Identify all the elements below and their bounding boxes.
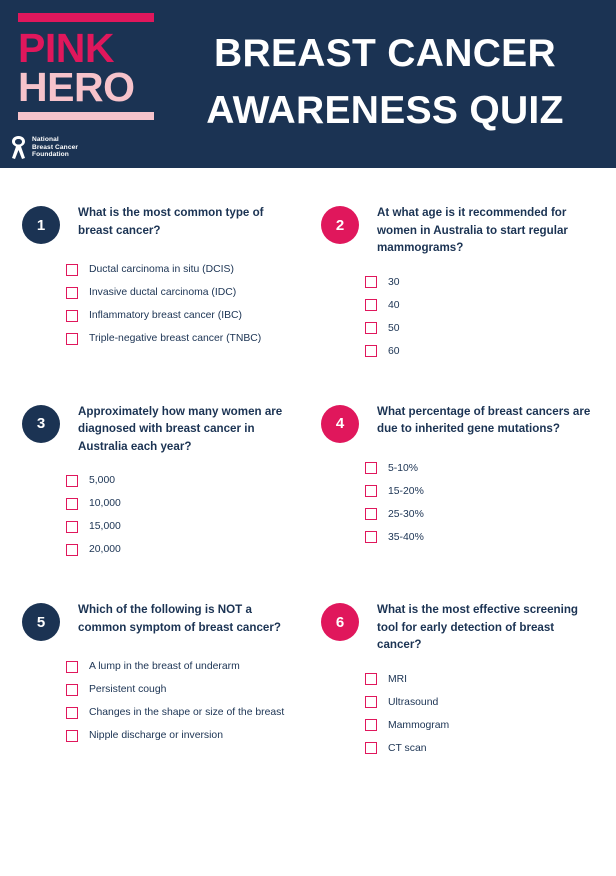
checkbox-icon[interactable] — [365, 696, 377, 708]
option-label: MRI — [388, 673, 408, 685]
checkbox-icon[interactable] — [66, 707, 78, 719]
option-row[interactable] — [66, 281, 308, 304]
checkbox-icon[interactable] — [365, 299, 377, 311]
question-row — [0, 204, 616, 363]
checkbox-icon[interactable] — [66, 544, 78, 556]
question-row — [0, 403, 616, 562]
option-row[interactable] — [365, 271, 616, 294]
option-label: Triple-negative breast cancer (TNBC) — [89, 333, 262, 344]
option-row[interactable] — [365, 503, 616, 526]
option-row[interactable] — [66, 258, 308, 281]
page-title-line-1: BREAST CANCER — [214, 32, 556, 75]
question-number-badge: 4 — [321, 405, 359, 443]
question-3 — [0, 403, 308, 562]
options-list — [22, 258, 308, 350]
option-row[interactable] — [66, 492, 308, 515]
option-label: 30 — [388, 276, 400, 288]
question-block — [321, 204, 616, 363]
option-row[interactable] — [66, 515, 308, 538]
checkbox-icon[interactable] — [66, 333, 78, 345]
question-block — [321, 403, 616, 549]
question-block — [22, 204, 308, 350]
option-label: 50 — [388, 322, 400, 334]
option-label: 15,000 — [89, 521, 121, 532]
option-label: Persistent cough — [89, 684, 167, 695]
question-text: What is the most effective screening tool for early detection of breast cancer? — [377, 603, 579, 651]
checkbox-icon[interactable] — [66, 684, 78, 696]
question-number-badge: 2 — [321, 206, 359, 244]
question-text: What percentage of breast cancers are due to inherited gene mutations? — [377, 404, 591, 435]
option-row[interactable] — [365, 668, 616, 691]
option-row[interactable] — [365, 480, 616, 503]
question-4 — [308, 403, 616, 562]
question-block — [22, 403, 308, 562]
option-label: 40 — [388, 299, 400, 311]
question-number-badge: 6 — [321, 603, 359, 641]
pink-hero-logo — [18, 13, 154, 120]
option-label: 5,000 — [89, 475, 116, 486]
question-number-badge: 3 — [22, 405, 60, 443]
option-row[interactable] — [66, 724, 308, 747]
pink-ribbon-icon — [10, 135, 27, 160]
page-title-line-2: AWARENESS QUIZ — [206, 89, 564, 132]
nbcf-wordmark — [32, 136, 78, 159]
options-list — [22, 469, 308, 561]
checkbox-icon[interactable] — [66, 498, 78, 510]
question-row — [0, 601, 616, 760]
question-header — [22, 601, 308, 641]
logo-word-hero: HERO — [18, 64, 135, 110]
question-1 — [0, 204, 308, 363]
option-row[interactable] — [66, 469, 308, 492]
option-row[interactable] — [365, 317, 616, 340]
question-text: Approximately how many women are diagnosed with breast cancer in Australia each year? — [78, 404, 283, 453]
nbcf-line-1: National — [32, 136, 59, 144]
checkbox-icon[interactable] — [365, 531, 377, 543]
logo-bottom-rule — [18, 112, 154, 120]
option-label: A lump in the breast of underarm — [89, 661, 240, 672]
option-label: Ultrasound — [388, 696, 439, 708]
option-row[interactable] — [66, 655, 308, 678]
page-header — [0, 0, 616, 168]
page-title — [170, 25, 600, 139]
option-label: 10,000 — [89, 498, 121, 509]
checkbox-icon[interactable] — [66, 287, 78, 299]
option-label: Invasive ductal carcinoma (IDC) — [89, 287, 237, 298]
checkbox-icon[interactable] — [365, 742, 377, 754]
question-6 — [308, 601, 616, 760]
option-label: 20,000 — [89, 544, 121, 555]
checkbox-icon[interactable] — [365, 508, 377, 520]
option-row[interactable] — [365, 714, 616, 737]
checkbox-icon[interactable] — [365, 276, 377, 288]
option-row[interactable] — [66, 678, 308, 701]
option-row[interactable] — [365, 737, 616, 760]
option-row[interactable] — [365, 526, 616, 549]
option-row[interactable] — [66, 538, 308, 561]
checkbox-icon[interactable] — [365, 485, 377, 497]
option-row[interactable] — [66, 701, 308, 724]
option-row[interactable] — [365, 294, 616, 317]
nbcf-logo — [10, 135, 78, 160]
nbcf-line-3: Foundation — [32, 151, 69, 159]
question-number-badge: 5 — [22, 603, 60, 641]
options-list — [321, 668, 616, 760]
checkbox-icon[interactable] — [66, 661, 78, 673]
option-label: 25-30% — [388, 508, 424, 520]
checkbox-icon[interactable] — [66, 521, 78, 533]
question-block — [22, 601, 308, 747]
option-label: CT scan — [388, 742, 427, 754]
question-block — [321, 601, 616, 760]
option-label: 35-40% — [388, 531, 424, 543]
question-header — [321, 403, 616, 443]
checkbox-icon[interactable] — [365, 322, 377, 334]
logo-word-pink: PINK — [18, 25, 114, 71]
checkbox-icon[interactable] — [365, 462, 377, 474]
option-row[interactable] — [365, 691, 616, 714]
option-row[interactable] — [66, 327, 308, 350]
options-list — [321, 457, 616, 549]
option-label: 60 — [388, 345, 400, 357]
option-label: 15-20% — [388, 485, 424, 497]
option-label: Mammogram — [388, 719, 450, 731]
nbcf-line-2: Breast Cancer — [32, 143, 79, 151]
checkbox-icon[interactable] — [365, 345, 377, 357]
question-header — [321, 601, 616, 654]
question-number-badge: 1 — [22, 206, 60, 244]
checkbox-icon[interactable] — [66, 264, 78, 276]
checkbox-icon[interactable] — [365, 673, 377, 685]
option-row[interactable] — [365, 340, 616, 363]
option-row[interactable] — [66, 304, 308, 327]
quiz-body — [0, 168, 616, 760]
logo-top-rule — [18, 13, 154, 22]
question-text: What is the most common type of breast cancer? — [78, 206, 264, 237]
question-2 — [308, 204, 616, 363]
question-text: Which of the following is NOT a common symptom of breast cancer? — [78, 603, 281, 634]
question-header — [22, 204, 308, 244]
question-header — [321, 204, 616, 257]
question-text: At what age is it recommended for women in Australia to start regular mammograms? — [377, 206, 568, 254]
checkbox-icon[interactable] — [66, 730, 78, 742]
question-header — [22, 403, 308, 456]
options-list — [22, 655, 308, 747]
checkbox-icon[interactable] — [66, 475, 78, 487]
option-label: Changes in the shape or size of the breast — [89, 707, 285, 718]
checkbox-icon[interactable] — [66, 310, 78, 322]
option-label: Inflammatory breast cancer (IBC) — [89, 310, 243, 321]
question-5 — [0, 601, 308, 760]
checkbox-icon[interactable] — [365, 719, 377, 731]
option-label: Ductal carcinoma in situ (DCIS) — [89, 264, 234, 275]
options-list — [321, 271, 616, 363]
option-row[interactable] — [365, 457, 616, 480]
option-label: Nipple discharge or inversion — [89, 730, 223, 741]
option-label: 5-10% — [388, 462, 419, 474]
